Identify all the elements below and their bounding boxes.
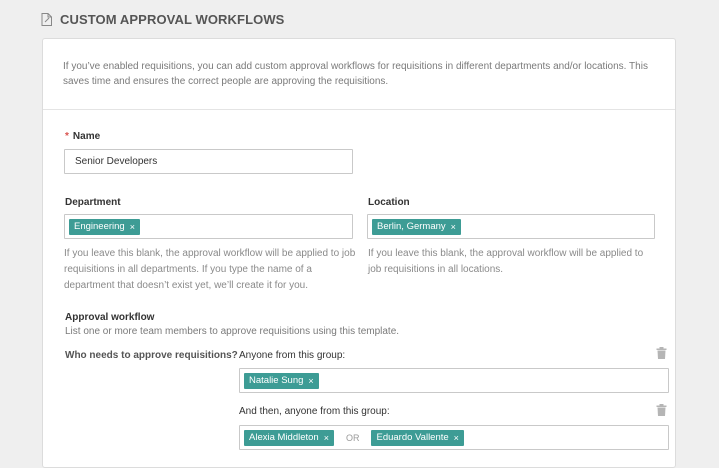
approver-tag: Alexia Middleton × (244, 430, 334, 446)
group-2-label: And then, anyone from this group: (239, 406, 390, 417)
approver-tag: Natalie Sung × (244, 373, 319, 389)
name-label: * Name (65, 131, 101, 142)
department-help-text: If you leave this blank, the approval workflow will be applied to job requisitions in all departments. If you type the name of a department that doesn’t exist yet, we’ll create it for you. (64, 248, 356, 291)
group-2-input[interactable] (239, 425, 669, 450)
remove-tag-icon[interactable]: × (323, 432, 329, 443)
trash-icon[interactable] (656, 346, 667, 364)
page-title: CUSTOM APPROVAL WORKFLOWS (60, 11, 285, 27)
required-marker: * (65, 131, 69, 142)
intro-text: If you’ve enabled requisitions, you can add custom approval workflows for requisitions in different departments and/or locations. This saves time and ensures the correct people are approving the requisitions. (63, 61, 648, 87)
document-icon (41, 13, 52, 26)
page-header (41, 10, 284, 28)
approval-workflow-title: Approval workflow (65, 312, 155, 323)
trash-icon[interactable] (656, 403, 667, 421)
workflow-form-card (42, 38, 676, 468)
approvers-question: Who needs to approve requisitions? (65, 350, 238, 361)
approval-workflow-subtitle: List one or more team members to approve requisitions using this template. (65, 326, 400, 337)
remove-tag-icon[interactable]: × (450, 221, 456, 232)
group-1-label: Anyone from this group: (239, 350, 346, 361)
remove-tag-icon[interactable]: × (453, 432, 459, 443)
remove-tag-icon[interactable]: × (308, 375, 314, 386)
location-tag: Berlin, Germany × (372, 219, 461, 235)
department-input[interactable] (64, 214, 353, 239)
or-separator: OR (345, 432, 360, 443)
location-label: Location (368, 197, 410, 208)
approver-tag: Eduardo Vallente × (371, 430, 463, 446)
name-input[interactable] (64, 149, 353, 174)
divider (43, 109, 675, 110)
remove-tag-icon[interactable]: × (129, 221, 135, 232)
location-help-text: If you leave this blank, the approval workflow will be applied to job requisitions in all locations. (368, 248, 644, 275)
group-1-input[interactable] (239, 368, 669, 393)
location-input[interactable] (367, 214, 655, 239)
department-label: Department (65, 197, 121, 208)
department-tag: Engineering × (69, 219, 140, 235)
name-input-value: Senior Developers (75, 156, 158, 167)
